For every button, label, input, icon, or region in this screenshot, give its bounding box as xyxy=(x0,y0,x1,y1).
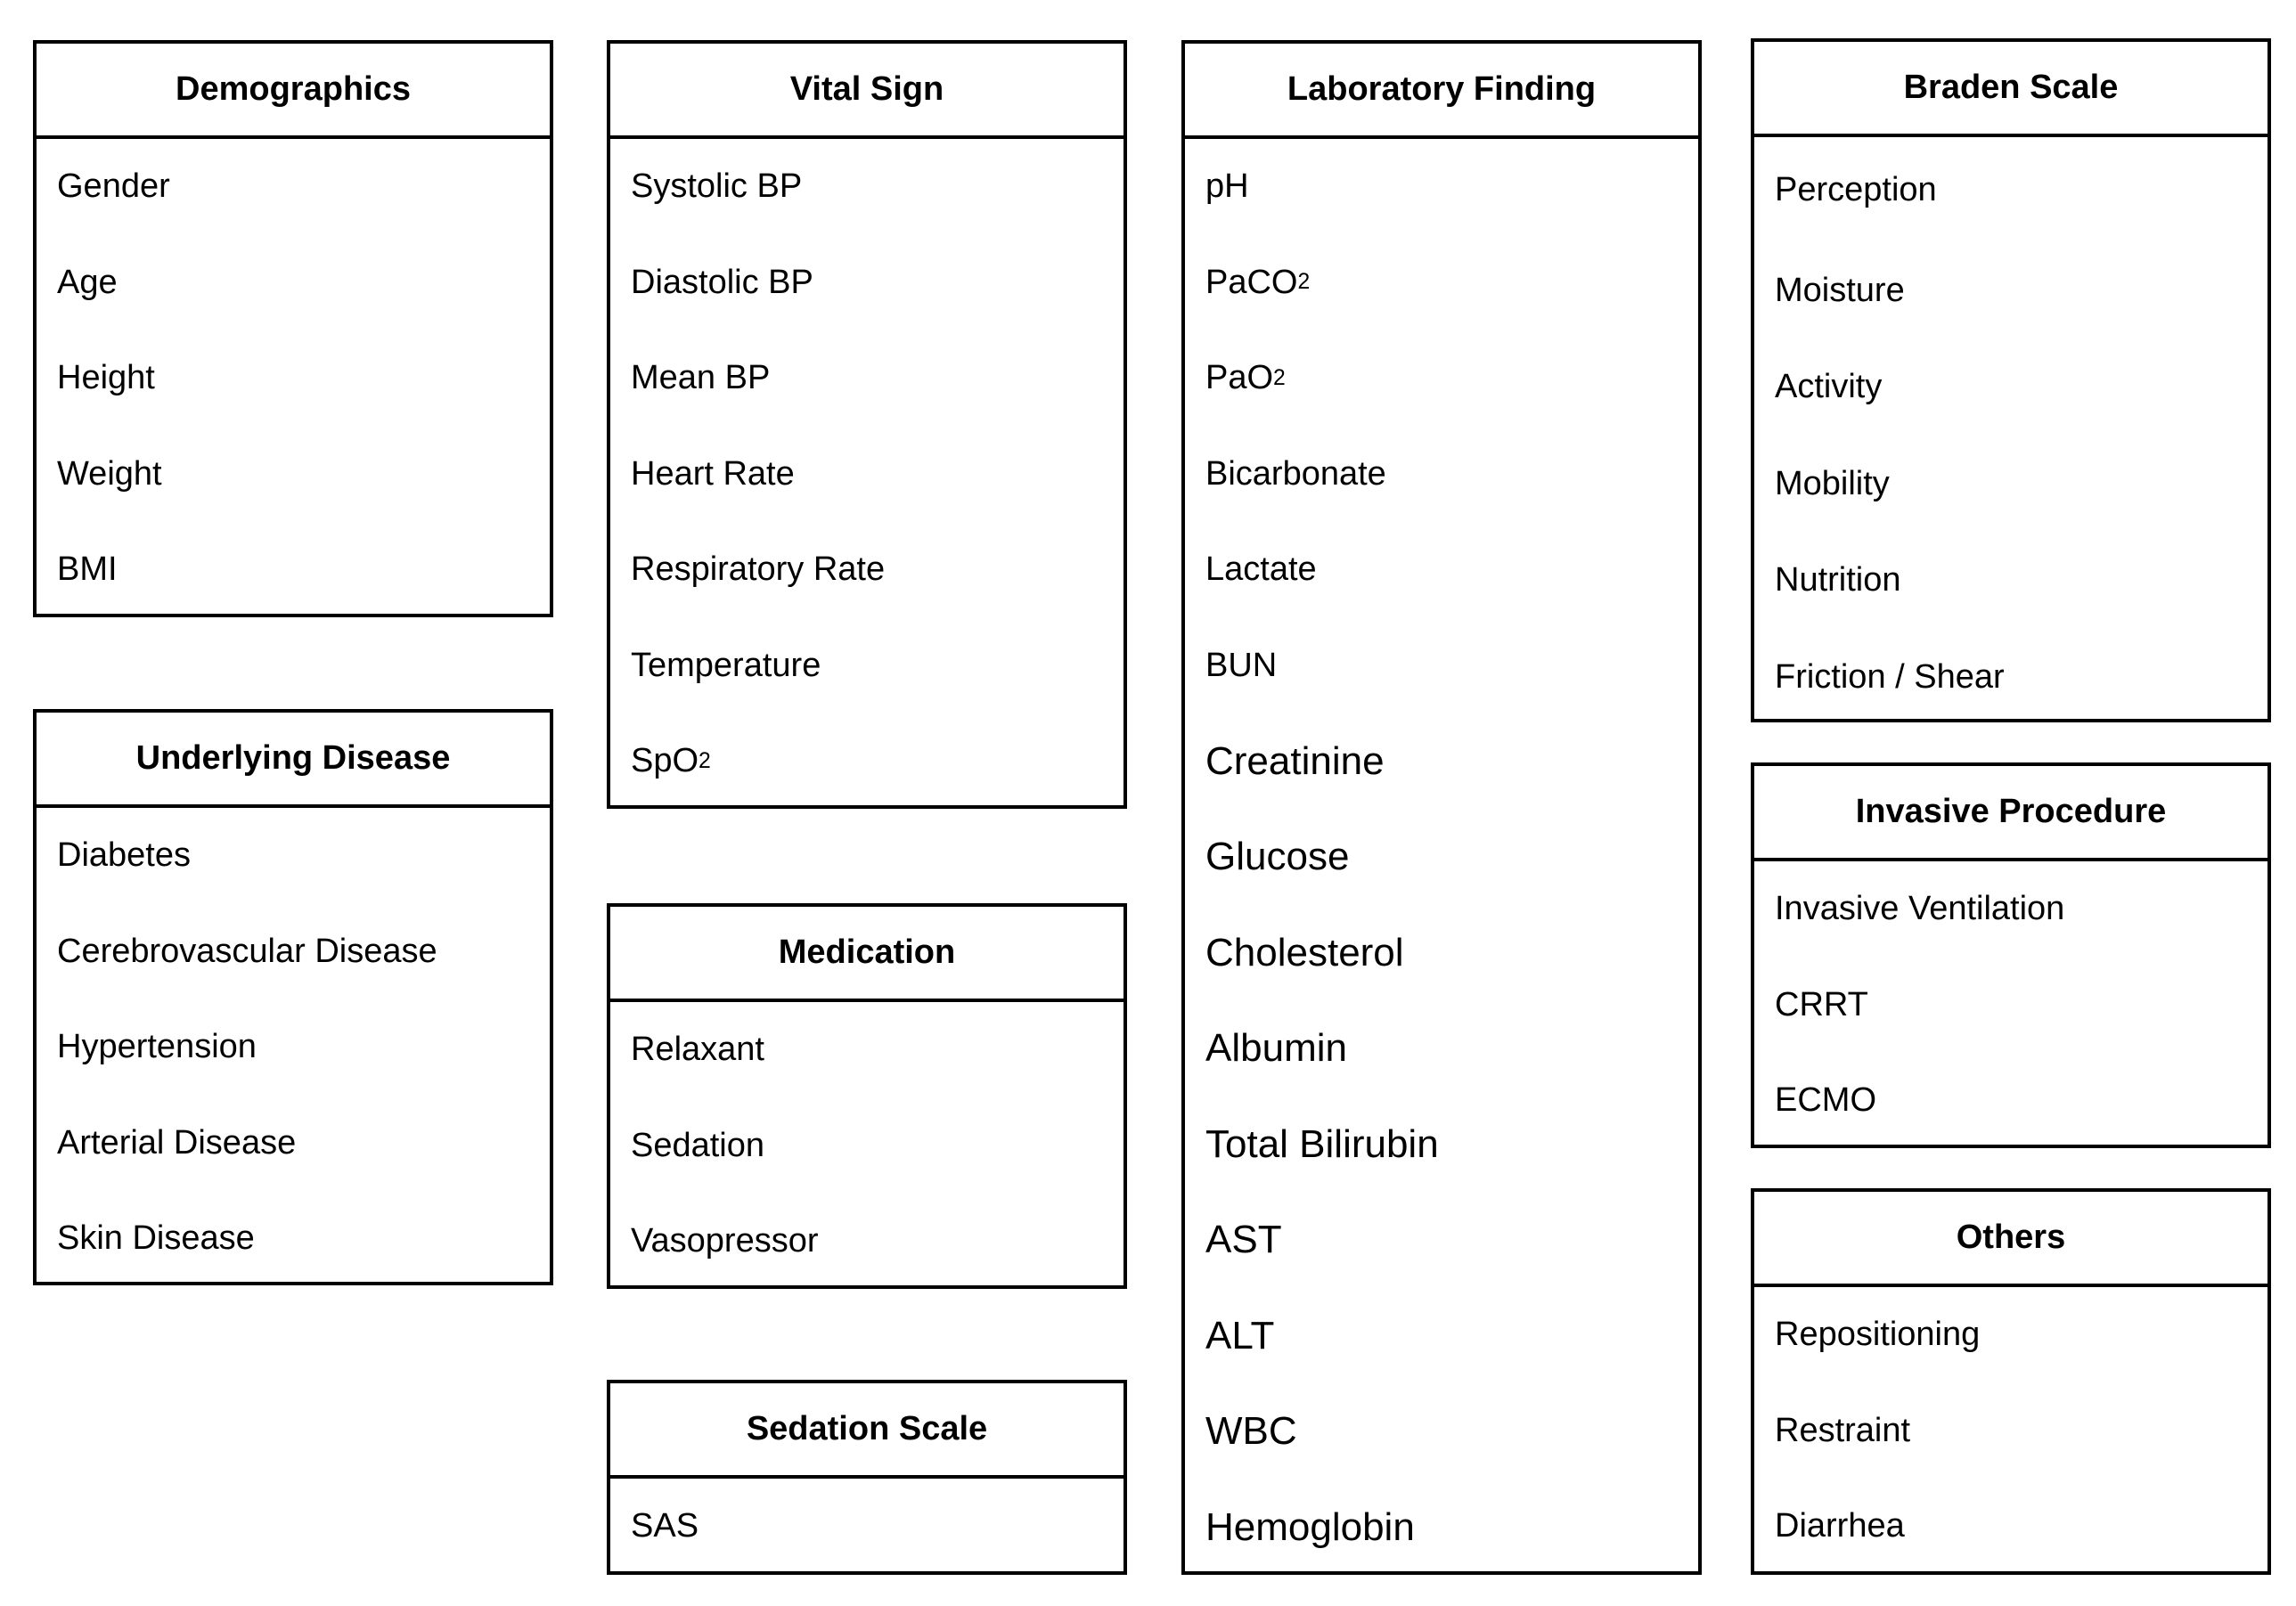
medication-title: Medication xyxy=(610,907,1123,1002)
lab-item-pao2: PaO 2 xyxy=(1205,359,1286,397)
others-item-restraint: Restraint xyxy=(1775,1411,1911,1449)
underlying-disease-item-skin: Skin Disease xyxy=(57,1219,255,1258)
lab-item-total-bilirubin: Total Bilirubin xyxy=(1205,1121,1439,1166)
underlying-disease-list xyxy=(37,808,550,1287)
lab-item-ph: pH xyxy=(1205,167,1249,206)
lab-item-bicarbonate: Bicarbonate xyxy=(1205,454,1386,493)
laboratory-finding-list xyxy=(1185,139,1698,1576)
medication-item-vasopressor: Vasopressor xyxy=(631,1222,819,1260)
demographics-item-weight: Weight xyxy=(57,454,162,493)
lab-item-lactate: Lactate xyxy=(1205,550,1317,589)
vital-sign-item-spo2: SpO 2 xyxy=(631,742,711,780)
underlying-disease-item-cerebrovascular: Cerebrovascular Disease xyxy=(57,932,437,970)
demographics-list xyxy=(37,139,550,618)
braden-scale-panel xyxy=(1751,38,2271,722)
vital-sign-item-heart-rate: Heart Rate xyxy=(631,454,795,493)
others-list xyxy=(1754,1287,2267,1575)
lab-item-hemoglobin: Hemoglobin xyxy=(1205,1504,1415,1549)
demographics-item-gender: Gender xyxy=(57,167,170,206)
medication-item-relaxant: Relaxant xyxy=(631,1031,764,1069)
underlying-disease-item-hypertension: Hypertension xyxy=(57,1028,257,1066)
invasive-procedure-title: Invasive Procedure xyxy=(1754,766,2267,861)
braden-scale-list xyxy=(1754,137,2267,726)
sedation-scale-item-sas: SAS xyxy=(631,1507,699,1545)
others-item-diarrhea: Diarrhea xyxy=(1775,1507,1905,1545)
demographics-item-bmi: BMI xyxy=(57,550,118,589)
vital-sign-list xyxy=(610,139,1123,810)
underlying-disease-panel xyxy=(33,709,553,1285)
invasive-item-ecmo: ECMO xyxy=(1775,1081,1876,1120)
braden-item-moisture: Moisture xyxy=(1775,271,1905,309)
medication-list xyxy=(610,1002,1123,1290)
sedation-scale-title: Sedation Scale xyxy=(610,1383,1123,1479)
underlying-disease-item-diabetes: Diabetes xyxy=(57,836,191,875)
demographics-panel xyxy=(33,40,553,617)
others-panel xyxy=(1751,1188,2271,1575)
braden-item-activity: Activity xyxy=(1775,368,1883,406)
invasive-procedure-panel xyxy=(1751,762,2271,1148)
demographics-item-height: Height xyxy=(57,359,155,397)
lab-item-alt: ALT xyxy=(1205,1313,1275,1357)
vital-sign-item-diastolic-bp: Diastolic BP xyxy=(631,263,813,301)
braden-item-mobility: Mobility xyxy=(1775,464,1890,502)
lab-item-albumin: Albumin xyxy=(1205,1026,1347,1071)
laboratory-finding-panel xyxy=(1181,40,1702,1575)
demographics-item-age: Age xyxy=(57,263,118,301)
sedation-scale-panel xyxy=(607,1380,1127,1575)
invasive-item-ventilation: Invasive Ventilation xyxy=(1775,890,2065,928)
braden-item-friction-shear: Friction / Shear xyxy=(1775,657,2005,696)
braden-item-perception: Perception xyxy=(1775,170,1937,208)
vital-sign-item-respiratory-rate: Respiratory Rate xyxy=(631,550,886,589)
lab-item-bun: BUN xyxy=(1205,646,1278,684)
lab-item-cholesterol: Cholesterol xyxy=(1205,930,1404,974)
vital-sign-item-mean-bp: Mean BP xyxy=(631,359,771,397)
braden-scale-title: Braden Scale xyxy=(1754,42,2267,137)
medication-panel xyxy=(607,903,1127,1289)
vital-sign-item-systolic-bp: Systolic BP xyxy=(631,167,803,206)
demographics-title: Demographics xyxy=(37,44,550,139)
others-item-repositioning: Repositioning xyxy=(1775,1316,1981,1354)
laboratory-finding-title: Laboratory Finding xyxy=(1185,44,1698,139)
invasive-item-crrt: CRRT xyxy=(1775,985,1868,1023)
sedation-scale-list xyxy=(610,1479,1123,1575)
medication-item-sedation: Sedation xyxy=(631,1126,765,1164)
lab-item-creatinine: Creatinine xyxy=(1205,738,1385,783)
lab-item-glucose: Glucose xyxy=(1205,835,1350,879)
others-title: Others xyxy=(1754,1192,2267,1287)
underlying-disease-item-arterial: Arterial Disease xyxy=(57,1123,297,1162)
pao2-base: PaO xyxy=(1205,359,1274,397)
vital-sign-panel xyxy=(607,40,1127,809)
spo2-base: SpO xyxy=(631,742,699,780)
braden-item-nutrition: Nutrition xyxy=(1775,561,1901,599)
paco2-base: PaCO xyxy=(1205,263,1298,301)
underlying-disease-title: Underlying Disease xyxy=(37,713,550,808)
lab-item-wbc: WBC xyxy=(1205,1409,1297,1454)
invasive-procedure-list xyxy=(1754,861,2267,1149)
vital-sign-item-temperature: Temperature xyxy=(631,646,821,684)
vital-sign-title: Vital Sign xyxy=(610,44,1123,139)
lab-item-ast: AST xyxy=(1205,1218,1282,1262)
lab-item-paco2: PaCO 2 xyxy=(1205,263,1311,301)
